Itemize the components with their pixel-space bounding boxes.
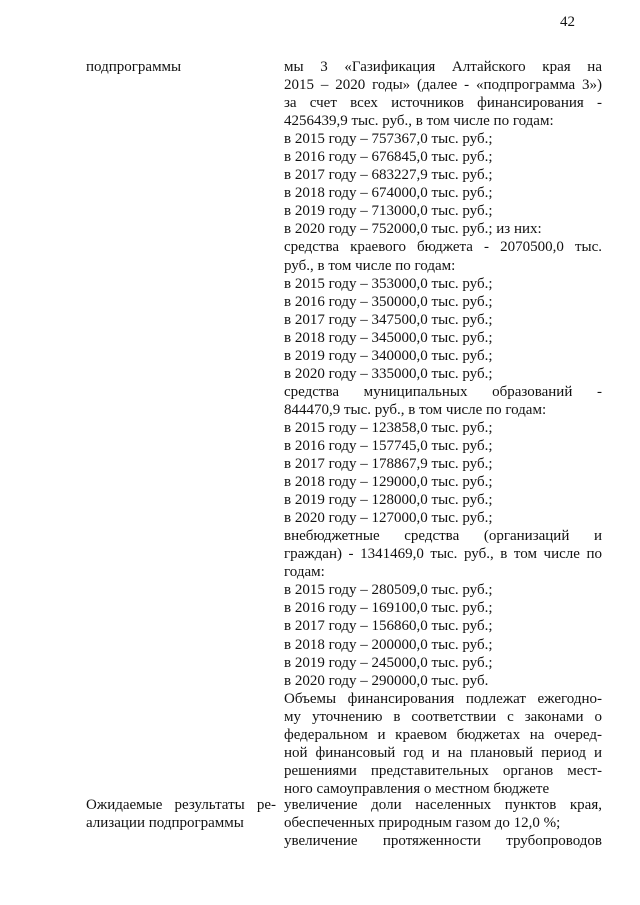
text-line: му уточнению в соответствии с законами о <box>284 708 602 725</box>
row-label-subprogram <box>86 58 276 76</box>
text-line: в 2020 году – 127000,0 тыс. руб.; <box>284 510 493 527</box>
text-line: в 2016 году – 676845,0 тыс. руб.; <box>284 149 493 166</box>
financing-text <box>284 58 602 798</box>
text-line: в 2018 году – 129000,0 тыс. руб.; <box>284 474 493 491</box>
text-line: в 2016 году – 169100,0 тыс. руб.; <box>284 600 493 617</box>
expected-results-text <box>284 796 602 850</box>
label-line: подпрограммы <box>86 59 182 75</box>
text-line: в 2019 году – 713000,0 тыс. руб.; <box>284 203 493 220</box>
text-line: в 2017 году – 156860,0 тыс. руб.; <box>284 618 493 635</box>
text-line: в 2020 году – 290000,0 тыс. руб. <box>284 672 489 689</box>
text-line: ной финансовый год и на плановый период и <box>284 744 602 761</box>
text-line: 844470,9 тыс. руб., в том числе по годам: <box>284 401 547 418</box>
text-line: мы 3 «Газификация Алтайского края на <box>284 59 602 75</box>
text-line: в 2019 году – 340000,0 тыс. руб.; <box>284 347 493 364</box>
text-line: 2015 – 2020 годы» (далее - «подпрограмма 3») <box>284 77 602 94</box>
text-line: в 2020 году – 752000,0 тыс. руб.; из них: <box>284 221 542 238</box>
text-line: руб., в том числе по годам: <box>284 257 456 274</box>
text-line: в 2016 году – 350000,0 тыс. руб.; <box>284 293 493 310</box>
text-line: в 2019 году – 245000,0 тыс. руб.; <box>284 654 493 671</box>
text-line: увеличение доли населенных пунктов края, <box>284 797 602 813</box>
text-line: в 2015 году – 280509,0 тыс. руб.; <box>284 582 493 599</box>
text-line: ного самоуправления о местном бюджете <box>284 780 550 797</box>
text-line: средства муниципальных образований - <box>284 383 602 400</box>
text-line: в 2017 году – 178867,9 тыс. руб.; <box>284 456 493 473</box>
text-line: обеспеченных природным газом до 12,0 %; <box>284 815 561 832</box>
text-line: граждан) - 1341469,0 тыс. руб., в том числе по <box>284 546 602 563</box>
text-line: в 2016 году – 157745,0 тыс. руб.; <box>284 437 493 454</box>
text-line: 4256439,9 тыс. руб., в том числе по годам: <box>284 113 554 130</box>
text-line: в 2015 году – 123858,0 тыс. руб.; <box>284 419 493 436</box>
text-line: в 2015 году – 353000,0 тыс. руб.; <box>284 275 493 292</box>
text-line: средства краевого бюджета - 2070500,0 тыс. <box>284 239 602 256</box>
page-number: 42 <box>560 14 575 30</box>
text-line: в 2017 году – 347500,0 тыс. руб.; <box>284 311 493 328</box>
text-line: в 2017 году – 683227,9 тыс. руб.; <box>284 167 493 184</box>
label-line: ализации подпрограммы <box>86 815 244 832</box>
text-line: годам: <box>284 564 325 581</box>
row-label-expected-results <box>86 796 276 832</box>
text-line: в 2018 году – 674000,0 тыс. руб.; <box>284 185 493 202</box>
text-line: в 2020 году – 335000,0 тыс. руб.; <box>284 365 493 382</box>
text-line: решениями представительных органов мест- <box>284 762 602 779</box>
label-line: Ожидаемые результаты ре- <box>86 797 276 813</box>
text-line: увеличение протяженности трубопроводов <box>284 833 602 850</box>
text-line: Объемы финансирования подлежат ежегодно- <box>284 690 602 707</box>
text-line: за счет всех источников финансирования - <box>284 95 602 112</box>
text-line: внебюджетные средства (организаций и <box>284 528 602 545</box>
text-line: в 2015 году – 757367,0 тыс. руб.; <box>284 131 493 148</box>
text-line: в 2018 году – 345000,0 тыс. руб.; <box>284 329 493 346</box>
text-line: в 2018 году – 200000,0 тыс. руб.; <box>284 636 493 653</box>
text-line: федеральном и краевом бюджетах на очеред- <box>284 726 602 743</box>
text-line: в 2019 году – 128000,0 тыс. руб.; <box>284 492 493 509</box>
